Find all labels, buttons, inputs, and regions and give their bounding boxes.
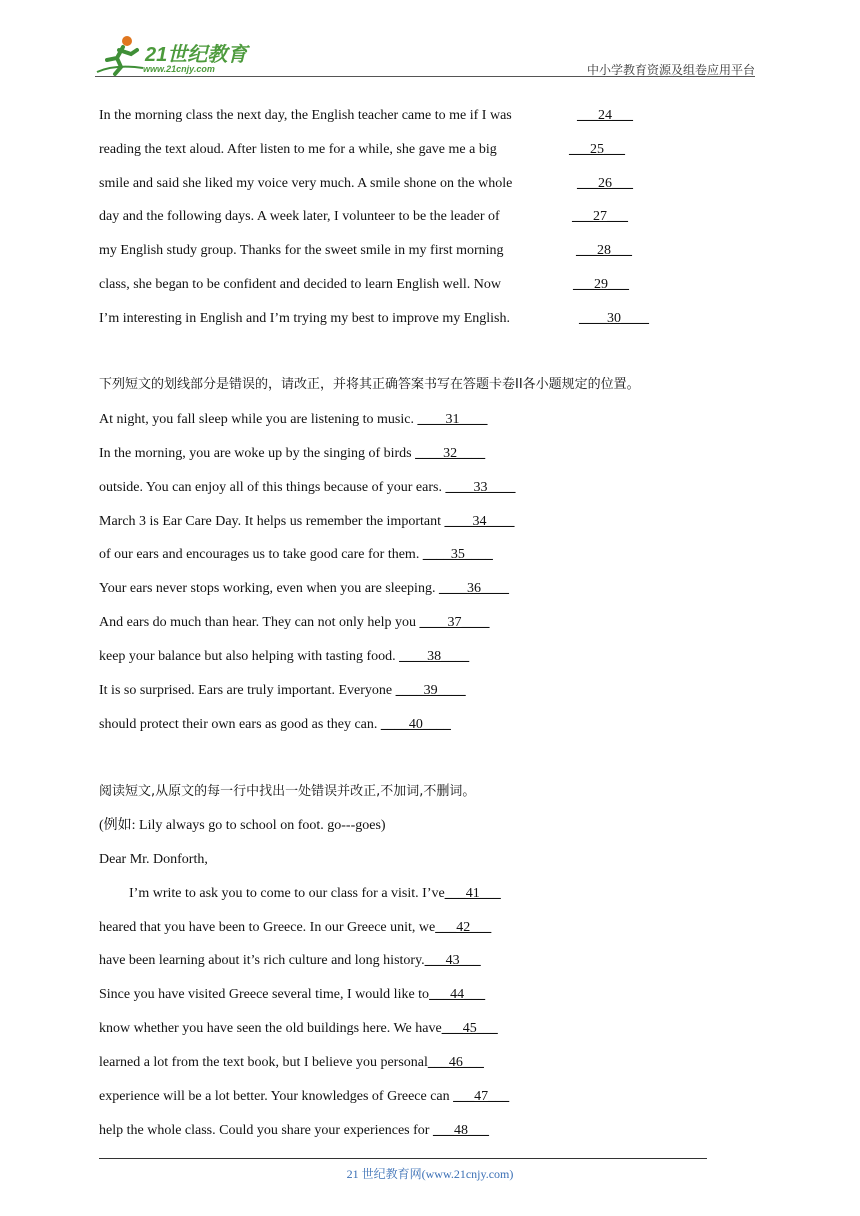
exercise-line: Since you have visited Greece several time, I would like to___44___ bbox=[99, 987, 486, 1002]
answer-blank[interactable]: ____37____ bbox=[419, 615, 490, 630]
footer-link[interactable]: 21 世纪教育网(www.21cnjy.com) bbox=[346, 1167, 514, 1181]
exercise-line: outside. You can enjoy all of this things because of your ears. ____33____ bbox=[99, 480, 516, 495]
answer-blank[interactable]: ___43___ bbox=[424, 953, 481, 968]
exercise-line: In the morning class the next day, the English teacher came to me if I was bbox=[99, 108, 512, 123]
answer-blank[interactable]: ____31____ bbox=[417, 412, 488, 427]
answer-blank[interactable]: ___46___ bbox=[427, 1055, 484, 1070]
answer-blank[interactable]: ___25___ bbox=[569, 142, 625, 157]
exercise-line: keep your balance but also helping with tasting food. ____38____ bbox=[99, 649, 470, 664]
section-instruction: 下列短文的划线部分是错误的，请改正，并将其正确答案书写在答题卡卷II各小题规定的位置。 bbox=[99, 377, 640, 392]
exercise-line: And ears do much than hear. They can not only help you ____37____ bbox=[99, 615, 490, 630]
exercise-line: In the morning, you are woke up by the singing of birds ____32____ bbox=[99, 446, 486, 461]
exercise-line: reading the text aloud. After listen to me for a while, she gave me a big bbox=[99, 142, 497, 157]
exercise-line: learned a lot from the text book, but I believe you personal___46___ bbox=[99, 1055, 484, 1070]
answer-blank[interactable]: ____32____ bbox=[415, 446, 486, 461]
runner-icon bbox=[95, 34, 145, 76]
exercise-line: help the whole class. Could you share your experiences for ___48___ bbox=[99, 1123, 489, 1138]
answer-blank[interactable]: ____36____ bbox=[438, 581, 509, 596]
exercise-line: March 3 is Ear Care Day. It helps us remember the important ____34____ bbox=[99, 514, 515, 529]
answer-blank[interactable]: ___48___ bbox=[432, 1123, 489, 1138]
exercise-line: my English study group. Thanks for the sweet smile in my first morning bbox=[99, 243, 504, 258]
answer-blank[interactable]: ___41___ bbox=[444, 886, 501, 901]
answer-blank[interactable]: ___26___ bbox=[577, 176, 633, 191]
platform-name: 中小学教育资源及组卷应用平台 bbox=[586, 63, 755, 77]
exercise-line: experience will be a lot better. Your knowledges of Greece can ___47___ bbox=[99, 1089, 510, 1104]
exercise-line: class, she began to be confident and decided to learn English well. Now bbox=[99, 277, 501, 292]
exercise-line: day and the following days. A week later, I volunteer to be the leader of bbox=[99, 209, 500, 224]
footer-divider bbox=[99, 1158, 707, 1159]
exercise-line: have been learning about it’s rich culture and long history.___43___ bbox=[99, 953, 481, 968]
answer-blank[interactable]: ____33____ bbox=[445, 480, 516, 495]
answer-blank[interactable]: ____30____ bbox=[579, 311, 649, 326]
answer-blank[interactable]: ____40____ bbox=[380, 717, 451, 732]
answer-blank[interactable]: ____38____ bbox=[399, 649, 470, 664]
answer-blank[interactable]: ____34____ bbox=[444, 514, 515, 529]
answer-blank[interactable]: ___44___ bbox=[429, 987, 486, 1002]
header-divider bbox=[95, 76, 755, 77]
exercise-line: smile and said she liked my voice very much. A smile shone on the whole bbox=[99, 176, 513, 191]
exercise-line: It is so surprised. Ears are truly important. Everyone ____39____ bbox=[99, 683, 466, 698]
exercise-line: I’m interesting in English and I’m trying my best to improve my English. bbox=[99, 311, 511, 326]
exercise-line: I’m write to ask you to come to our class for a visit. I’ve___41___ bbox=[129, 886, 501, 901]
logo-text: 21世纪教育 bbox=[145, 44, 248, 66]
exercise-line: Your ears never stops working, even when you are sleeping. ____36____ bbox=[99, 581, 509, 596]
answer-blank[interactable]: ____39____ bbox=[395, 683, 466, 698]
answer-blank[interactable]: ____35____ bbox=[422, 547, 493, 562]
salutation: Dear Mr. Donforth, bbox=[99, 852, 208, 867]
exercise-line: of our ears and encourages us to take good care for them. ____35____ bbox=[99, 547, 493, 562]
answer-blank[interactable]: ___29___ bbox=[573, 277, 629, 292]
answer-blank[interactable]: ___27___ bbox=[572, 209, 628, 224]
logo-url: www.21cnjy.com bbox=[143, 64, 215, 74]
answer-blank[interactable]: ___28___ bbox=[576, 243, 632, 258]
answer-blank[interactable]: ___45___ bbox=[441, 1021, 498, 1036]
example-line: (例如: Lily always go to school on foot. go---goes) bbox=[99, 818, 386, 833]
answer-blank[interactable]: ___47___ bbox=[453, 1089, 510, 1104]
answer-blank[interactable]: ___24___ bbox=[577, 108, 633, 123]
exercise-line: heared that you have been to Greece. In our Greece unit, we___42___ bbox=[99, 920, 492, 935]
section-instruction: 阅读短文,从原文的每一行中找出一处错误并改正,不加词,不删词。 bbox=[99, 784, 476, 799]
site-logo[interactable] bbox=[95, 34, 260, 76]
exercise-line: At night, you fall sleep while you are listening to music. ____31____ bbox=[99, 412, 488, 427]
answer-blank[interactable]: ___42___ bbox=[435, 920, 492, 935]
page-header bbox=[0, 0, 860, 80]
exercise-line: know whether you have seen the old buildings here. We have___45___ bbox=[99, 1021, 498, 1036]
exercise-line: should protect their own ears as good as they can. ____40____ bbox=[99, 717, 451, 732]
